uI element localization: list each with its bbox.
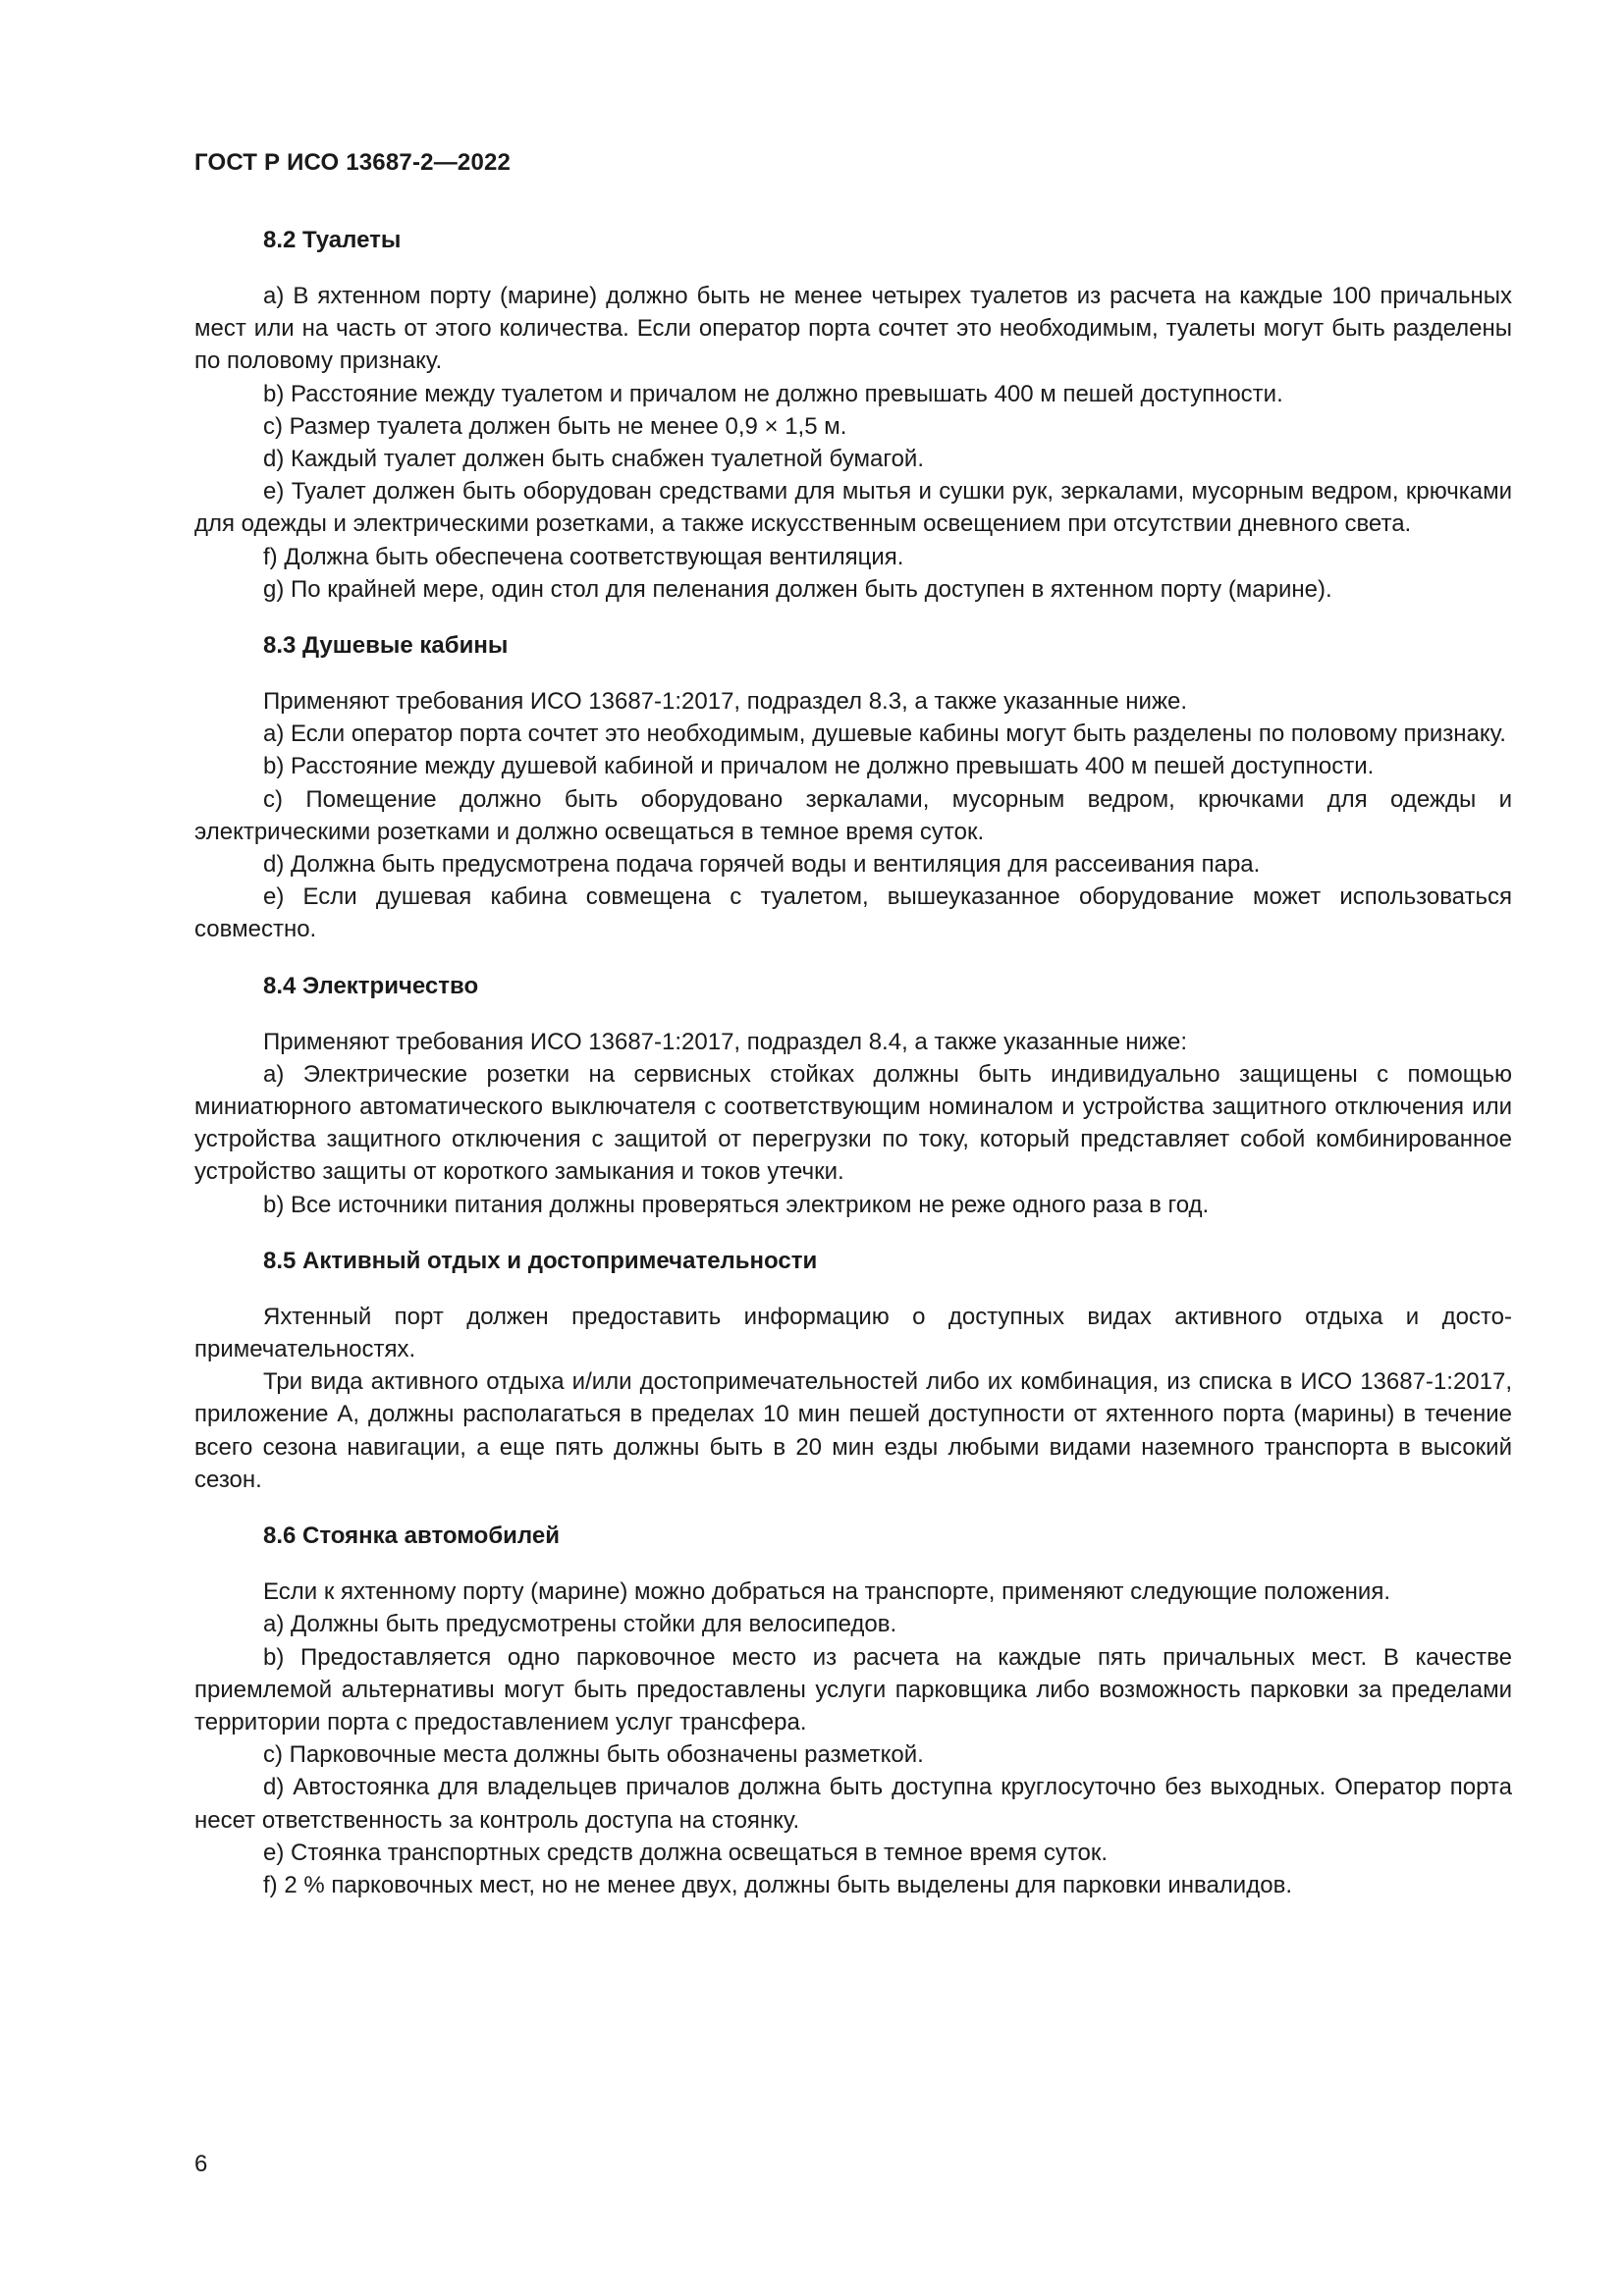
section-title: 8.5 Активный отдых и достопримечательности (263, 1247, 818, 1274)
section-8-3 (194, 629, 1512, 946)
paragraph: f) Должна быть обеспечена соответствующая вентиляция. (263, 543, 904, 570)
page-number: 6 (194, 2151, 208, 2177)
paragraph: b) Расстояние между туалетом и причалом не должно превышать 400 м пешей доступности. (263, 380, 1283, 407)
paragraph: Применяют требования ИСО 13687-1:2017, подраздел 8.3, а также указанные ниже. (263, 688, 1188, 716)
paragraph: b) Все источники питания должны проверяться электриком не реже одного раза в год. (263, 1191, 1210, 1218)
paragraph: f) 2 % парковочных мест, но не менее двух, должны быть выделены для парковки инвалидов. (263, 1871, 1292, 1898)
standard-header: ГОСТ Р ИСО 13687-2—2022 (194, 149, 512, 176)
paragraph: e) Если душевая кабина совмещена с туалетом, вышеуказанное оборудование может использоваться совместно. (194, 883, 1512, 943)
document-body (194, 224, 1512, 1901)
paragraph: g) По крайней мере, один стол для пеленания должен быть доступен в яхтенном порту (марине). (263, 575, 1332, 603)
section-8-4 (194, 970, 1512, 1221)
paragraph: d) Автостоянка для владельцев причалов должна быть доступна круглосуточно без выходных. Оператор порта несет ответственность за контроль доступа на стоянку. (194, 1774, 1512, 1834)
section-title: 8.6 Стоянка автомобилей (263, 1522, 560, 1550)
paragraph: a) В яхтенном порту (марине) должно быть не менее четырех туалетов из расчета на каждые 100 причальных мест или на часть от этого количества. Если оператор порта сочтет это необходимым, туалеты могут быть разделены по половому признаку. (194, 283, 1512, 375)
paragraph: Три вида активного отдыха и/или достопримечательностей либо их комбинация, из списка в ИСО 13687-1:2017, приложение А, должны располагаться в пределах 10 мин пешей доступности от яхтенного порта (марины) в течение всего сезона навигации, а еще пять должны быть в 20 мин езды любыми видами наземного транспорта в высокий сезон. (194, 1368, 1512, 1493)
paragraph: d) Должна быть предусмотрена подача горячей воды и вентиляция для рассеивания пара. (263, 851, 1261, 879)
paragraph: c) Размер туалета должен быть не менее 0,9 × 1,5 м. (263, 412, 847, 440)
section-8-2 (194, 224, 1512, 606)
section-8-5 (194, 1245, 1512, 1496)
paragraph: b) Предоставляется одно парковочное место из расчета на каждые пять причальных мест. В качестве приемлемой альтернативы могут быть предоставлены услуги парковщика либо возможность парковки за пределами территории порта с предоставлением услуг трансфера. (194, 1643, 1512, 1735)
paragraph: b) Расстояние между душевой кабиной и причалом не должно превышать 400 м пешей доступности. (263, 753, 1375, 780)
paragraph: Яхтенный порт должен предоставить информацию о доступных видах активного отдыха и достопримечательностях. (194, 1303, 1512, 1363)
paragraph: d) Каждый туалет должен быть снабжен туалетной бумагой. (263, 446, 924, 473)
section-title: 8.4 Электричество (263, 972, 479, 999)
paragraph: a) Электрические розетки на сервисных стойках должны быть индивидуально защищены с помощью миниатюрного автоматического выключателя с соответствующим номиналом и устройства защитного отключения или устройства защитного отключения с защитой от перегрузки по току, который представляет собой комбинированное устройство защиты от короткого замыкания и токов утечки. (194, 1060, 1512, 1186)
paragraph: Применяют требования ИСО 13687-1:2017, подраздел 8.4, а также указанные ниже: (263, 1028, 1188, 1055)
paragraph: a) Если оператор порта сочтет это необходимым, душевые кабины могут быть разделены по половому признаку. (263, 721, 1506, 748)
section-8-6 (194, 1520, 1512, 1901)
paragraph: e) Стоянка транспортных средств должна освещаться в темное время суток. (263, 1839, 1109, 1866)
paragraph: e) Туалет должен быть оборудован средствами для мытья и сушки рук, зеркалами, мусорным ведром, крючками для одежды и электрическими розетками, а также искусственным освещением при отсутствии дневного света. (194, 478, 1512, 538)
paragraph: c) Помещение должно быть оборудовано зеркалами, мусорным ведром, крючками для одежды и электрическими розетками и должно освещаться в темное время суток. (194, 785, 1512, 845)
section-title: 8.2 Туалеты (263, 227, 402, 253)
paragraph: a) Должны быть предусмотрены стойки для велосипедов. (263, 1611, 897, 1638)
paragraph: c) Парковочные места должны быть обозначены разметкой. (263, 1741, 924, 1769)
section-title: 8.3 Душевые кабины (263, 632, 509, 660)
paragraph: Если к яхтенному порту (марине) можно добраться на транспорте, применяют следующие положения. (263, 1578, 1391, 1606)
